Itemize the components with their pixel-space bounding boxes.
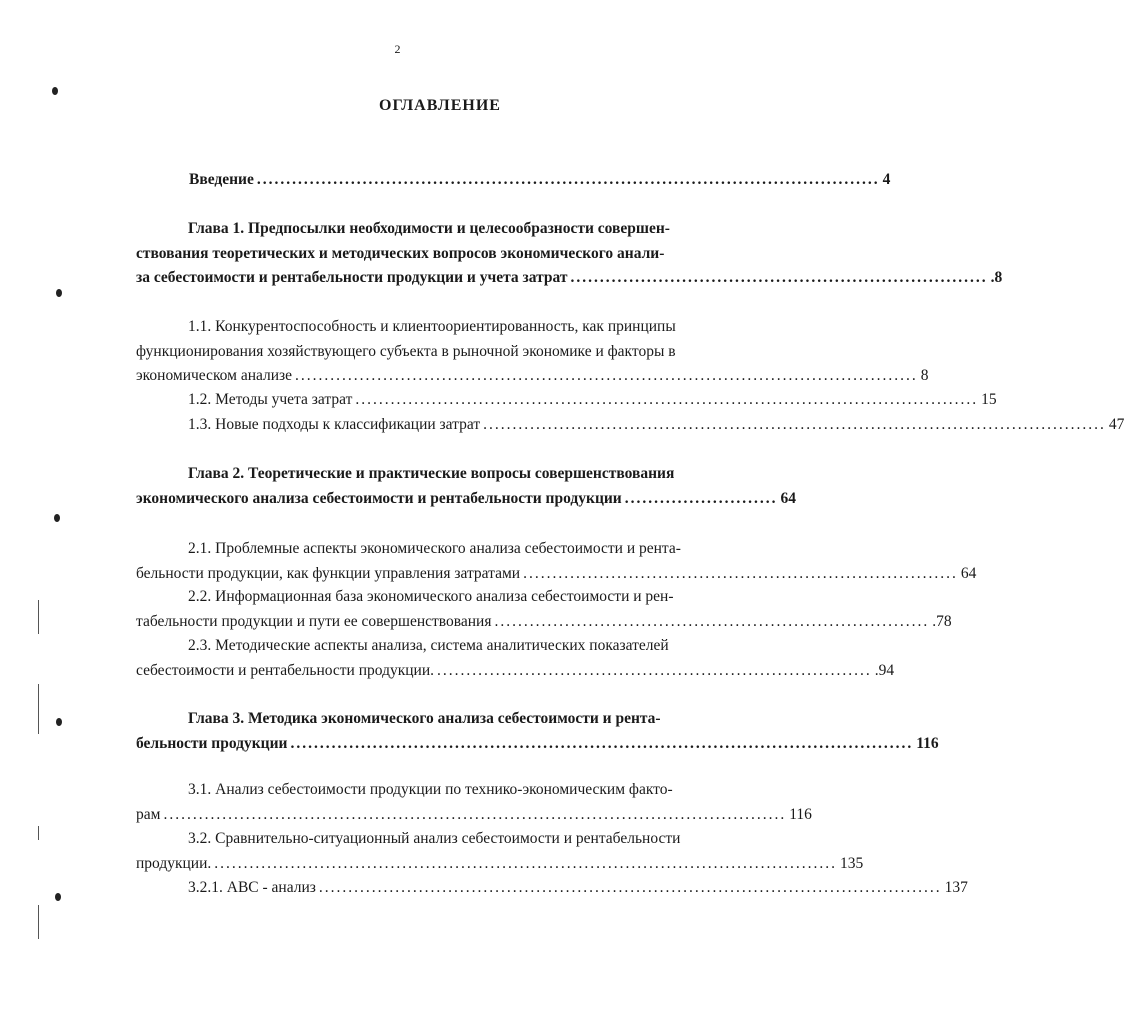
section-1-3-text: 1.3. Новые подходы к классификации затрат (188, 416, 481, 433)
margin-line (38, 600, 39, 634)
page-ref: 64 (780, 489, 796, 507)
page-ref: 116 (789, 805, 812, 823)
chapter-1-line-2: ствования теоретических и методических вопросов экономического анали- (136, 244, 665, 262)
page-ref: .94 (874, 661, 895, 679)
intro-line (189, 168, 891, 193)
toc-entry-chapter-2[interactable] (136, 462, 796, 511)
toc-entry-2-3[interactable] (136, 634, 895, 683)
toc-entry-3-2-1[interactable] (188, 876, 968, 901)
chapter-2-line-2 (136, 487, 796, 512)
dot-leader: .......................................................................... (437, 661, 872, 679)
margin-mark (56, 718, 62, 726)
margin-mark (55, 893, 61, 901)
section-2-1-line-2 (136, 562, 977, 587)
section-3-2-line-1: 3.2. Сравнительно-ситуационный анализ себестоимости и рентабельности (188, 830, 681, 847)
page-ref: .8 (990, 269, 1003, 286)
toc-entry-3-1[interactable] (136, 778, 812, 827)
toc-entry-2-1[interactable] (136, 537, 977, 586)
section-1-1-text: экономическом анализе (136, 367, 293, 384)
section-1-1-line-1: 1.1. Конкурентоспособность и клиентоориентированность, как принципы (188, 318, 676, 335)
page-ref: 135 (840, 854, 864, 872)
section-3-1-text: рам (136, 805, 161, 823)
page-ref: 8 (920, 367, 929, 384)
margin-mark (54, 514, 60, 522)
dot-leader: .......................................................................................................... (163, 805, 787, 823)
section-2-3-text: себестоимости и рентабельности продукции. (136, 661, 434, 679)
toc-entry-1-3[interactable] (188, 413, 1124, 438)
chapter-1-text: за себестоимости и рентабельности продукции и учета затрат (136, 269, 568, 286)
dot-leader: .......................................................................................................... (295, 367, 918, 384)
chapter-3-line-1: Глава 3. Методика экономического анализа себестоимости и рента- (188, 710, 661, 727)
section-2-2-line-2 (136, 610, 952, 635)
dot-leader: .......................................................................... (494, 612, 930, 630)
toc-entry-1-2[interactable] (188, 388, 997, 413)
section-1-2-text: 1.2. Методы учета затрат (188, 391, 353, 408)
dot-leader: .......................................................................................................... (214, 854, 838, 872)
section-1-2-line (188, 388, 997, 413)
toc-entry-chapter-3[interactable] (136, 707, 939, 756)
toc-entry-2-2[interactable] (136, 585, 952, 634)
dot-leader: .......................................................................................................... (318, 879, 942, 896)
section-3-2-1-line (188, 876, 968, 901)
section-2-1-line-1: 2.1. Проблемные аспекты экономического анализа себестоимости и рента- (188, 540, 681, 557)
dot-leader: .......................................................................................................... (483, 416, 1106, 433)
section-1-3-line (188, 413, 1124, 438)
page-ref: 116 (916, 734, 939, 752)
toc-entry-1-1[interactable] (136, 315, 929, 389)
section-3-1-line-1: 3.1. Анализ себестоимости продукции по технико-экономическим факто- (188, 781, 673, 798)
dot-leader: .......................................................................... (523, 564, 958, 582)
section-2-1-text: бельности продукции, как функции управления затратами (136, 564, 521, 582)
toc-entry-intro[interactable] (189, 168, 891, 193)
margin-line (38, 826, 39, 840)
dot-leader: .......................... (624, 489, 778, 507)
section-3-1-line-2 (136, 803, 812, 828)
section-1-1-line-3 (136, 364, 929, 389)
chapter-1-line-1: Глава 1. Предпосылки необходимости и целесообразности совершен- (188, 220, 670, 237)
intro-label: Введение (189, 171, 254, 188)
chapter-3-line-2 (136, 732, 939, 757)
page-ref: 64 (960, 564, 977, 582)
section-3-2-1-text: 3.2.1. АВС - анализ (188, 879, 316, 896)
section-1-1-line-2: функционирования хозяйствующего субъекта в рыночной экономике и факторы в (136, 342, 676, 360)
dot-leader: .......................................................................................................... (256, 171, 880, 188)
dot-leader: ....................................................................... (570, 269, 988, 286)
page-ref: 47 (1108, 416, 1124, 433)
margin-line (38, 905, 39, 939)
section-2-2-line-1: 2.2. Информационная база экономического анализа себестоимости и рен- (188, 588, 674, 605)
page-ref: 137 (944, 879, 968, 896)
section-2-3-line-1: 2.3. Методические аспекты анализа, система аналитических показателей (188, 637, 669, 654)
section-2-2-text: табельности продукции и пути ее совершенствования (136, 612, 492, 630)
margin-mark (52, 87, 58, 95)
section-3-2-line-2 (136, 852, 864, 877)
chapter-1-line-3 (136, 266, 1003, 291)
section-2-3-line-2 (136, 659, 895, 684)
margin-mark (56, 289, 62, 297)
chapter-3-text: бельности продукции (136, 734, 288, 752)
page-number: 2 (394, 42, 401, 56)
toc-title: ОГЛАВЛЕНИЕ (379, 97, 501, 114)
chapter-2-line-1: Глава 2. Теоретические и практические вопросы совершенствования (188, 465, 675, 482)
toc-entry-3-2[interactable] (136, 827, 864, 876)
dot-leader: .......................................................................................................... (355, 391, 979, 408)
section-3-2-text: продукции. (136, 854, 212, 872)
page-ref: .78 (932, 612, 952, 630)
page-ref: 4 (882, 171, 891, 188)
margin-line (38, 684, 39, 734)
dot-leader: .......................................................................................................... (290, 734, 914, 752)
toc-entry-chapter-1[interactable] (136, 217, 1003, 291)
chapter-2-text: экономического анализа себестоимости и рентабельности продукции (136, 489, 622, 507)
page-ref: 15 (981, 391, 997, 408)
